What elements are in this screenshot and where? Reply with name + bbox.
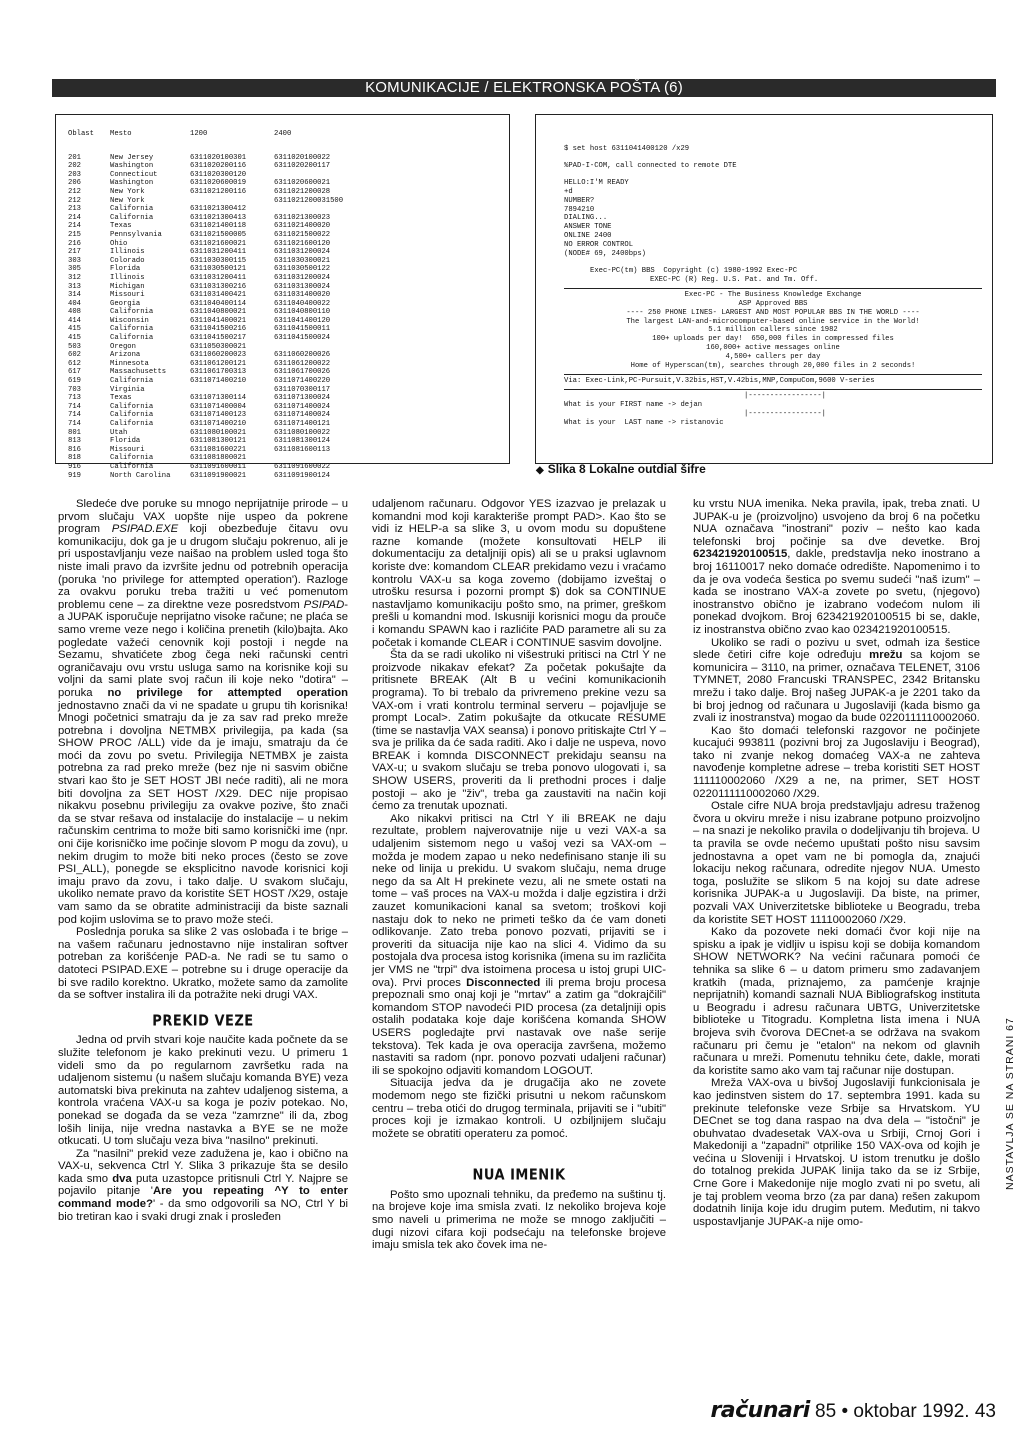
table-cell: 6311030500122	[274, 265, 331, 274]
table-cell: Colorado	[110, 256, 145, 265]
table-cell: Pennsylvania	[110, 230, 162, 239]
table-cell: 6311040800110	[274, 308, 331, 317]
table-cell: 6311091600011	[190, 462, 247, 471]
table-cell: 619	[68, 377, 81, 386]
table-cell: 6311031400020	[274, 291, 331, 300]
table-cell: 6311031300024	[274, 282, 331, 291]
table-cell: 6311071400121	[274, 420, 331, 428]
table-cell: 206	[68, 179, 81, 188]
table-cell: New York	[110, 187, 145, 196]
page-number: 43	[974, 1401, 996, 1422]
table-cell: 6311031200411	[190, 273, 247, 282]
table-cell: 612	[68, 359, 81, 368]
table-cell: 818	[68, 454, 81, 463]
table-row	[68, 154, 354, 163]
continued-note: NASTAVLJA SE NA STRANI 67	[1004, 1017, 1016, 1190]
table-cell: 617	[68, 368, 81, 377]
table-cell: Virginia	[110, 385, 145, 394]
table-cell: 6311030300021	[274, 256, 331, 265]
table-cell: North Carolina	[110, 471, 171, 480]
section-heading: NUA IMENIK	[472, 1167, 566, 1185]
terminal-line: NUMBER?	[564, 196, 595, 205]
table-cell: 6311071400123	[190, 411, 247, 420]
table-cell	[274, 205, 354, 214]
table-cell	[274, 454, 354, 463]
table-cell: 6311020300120	[190, 170, 247, 179]
table-cell: 6311081600221	[190, 445, 247, 454]
terminal-line: ONLINE 2400	[564, 232, 612, 241]
table-body	[68, 154, 354, 481]
table-cell: 6311070300117	[274, 385, 331, 394]
table-row	[68, 171, 354, 180]
table-cell: 714	[68, 420, 81, 428]
table-cell: California	[110, 420, 154, 428]
terminal-line: ---- 250 PHONE LINES- LARGEST AND MOST POPULAR BBS IN THE WORLD ----	[626, 308, 920, 317]
terminal-line: Home of Hyperscan(tm), searches through 20,000 files in 2 seconds!	[630, 362, 916, 371]
terminal-line: 100+ uploads per day! 650,000 files in compressed files	[652, 335, 894, 344]
table-row	[68, 343, 354, 352]
divider	[564, 389, 982, 390]
paragraph: Jedna od prvih stvari koje naučite kada počnete da se služite telefonom je kako prekinuti vezu. U primeru 1 videli smo da po regularnom završetku rada na udaljenom sistemu (u našem slučaju komanda BYE) veza automatski biva prekinuta na zahtev udaljenog sistema, a kontrola vraćena VAX-u sa koga je poziv potekao. No, ponekad se događa da se veza "zamrzne" ili da, zbog loših linija, nije vredna nastavka a BYE se ne može otkucati. U tom slučaju veza biva "nasilno" prekinuti.	[58, 1034, 348, 1148]
table-cell: Utah	[110, 428, 128, 437]
paragraph: Za "nasilni" prekid veze zadužena je, kao i obično na VAX-u, sekvenca Ctrl Y. Slika 3 prikazuje šta se desilo kada smo dva puta uzastopce pritisnuli Ctrl Y. Najpre se pojavilo pitanje 'Are you repeating ^Y to enter command mode?' - da smo odgovorili sa NO, Ctrl Y bi bio tretiran kao i svaki drugi znak i prosleđen	[58, 1147, 348, 1223]
table-cell: 6311091600022	[274, 462, 331, 471]
table-cell: 919	[68, 471, 81, 480]
table-row	[68, 325, 354, 334]
table-row	[68, 377, 354, 386]
table-cell: Arizona	[110, 351, 141, 360]
table-cell: 6311071300024	[274, 394, 331, 403]
table-cell	[190, 386, 274, 395]
page-footer	[700, 1398, 996, 1423]
table-cell: 6311031200411	[190, 248, 247, 257]
table-cell: Missouri	[110, 445, 145, 454]
terminal-line: The largest LAN-and-microcomputer-based online service in the World!	[626, 317, 920, 326]
terminal-session-figure	[535, 114, 993, 464]
table-row	[68, 403, 354, 412]
table-cell: 6311071400220	[274, 377, 331, 386]
section-header	[52, 79, 996, 97]
table-row	[68, 351, 354, 360]
table-cell: 6311041500011	[274, 325, 331, 334]
table-cell: Texas	[110, 394, 132, 403]
table-cell: 813	[68, 437, 81, 446]
table-cell: 6311021600120	[274, 239, 331, 248]
table-cell: 6311021500022	[274, 230, 331, 239]
table-cell: 212	[68, 187, 81, 196]
table-cell: 6311021400118	[190, 222, 247, 231]
terminal-line: ASP Approved BBS	[738, 299, 808, 308]
table-cell: Illinois	[110, 273, 145, 282]
table-cell: 714	[68, 411, 81, 420]
column-header: Oblast	[68, 130, 94, 138]
table-cell: 415	[68, 334, 81, 343]
table-row	[68, 437, 354, 446]
table-cell: New York	[110, 196, 145, 205]
terminal-line: EXEC-PC (R) Reg. U.S. Pat. and Tm. Off.	[650, 275, 819, 284]
table-cell: 6311040400022	[274, 299, 331, 308]
paragraph: Pošto smo upoznali tehniku, da pređemo na suštinu tj. na brojeve koje ima smisla zvati. Iz nekoliko brojeva koje smo naveli u primerima ne može se mnogo zaključiti – dugi nizovi cifara koji podsećaju na telefonske brojeve imaju smisla tek ako čovek ima ne-	[372, 1188, 666, 1252]
table-cell: 6311071400024	[274, 411, 331, 420]
table-cell: 6311061200121	[190, 359, 247, 368]
table-cell: 6311021300023	[274, 213, 331, 222]
table-cell: 214	[68, 222, 81, 231]
column-header: 2400	[274, 130, 292, 138]
terminal-line: DIALING...	[564, 214, 608, 223]
table-cell: 6311020200116	[190, 162, 247, 171]
terminal-line: Exec-PC(tm) BBS Copyright (c) 1980-1992 Exec-PC	[590, 266, 798, 275]
table-cell: 6311031300216	[190, 282, 247, 291]
table-cell: Illinois	[110, 248, 145, 257]
table-cell: 6311031200024	[274, 248, 331, 257]
table-cell: 6311041500216	[190, 325, 247, 334]
table-cell: 6311021200116	[190, 187, 247, 196]
table-cell: 6311061200022	[274, 359, 331, 368]
table-cell: California	[110, 377, 154, 386]
table-cell: Massachusetts	[110, 368, 167, 377]
table-cell: 6311031400421	[190, 291, 247, 300]
table-cell: Washington	[110, 179, 154, 188]
table-row	[68, 368, 354, 377]
table-row	[68, 317, 354, 326]
table-cell: Ohio	[110, 239, 128, 248]
terminal-line: %PAD-I-COM, call connected to remote DTE	[564, 161, 737, 170]
table-row	[68, 360, 354, 369]
table-row	[68, 454, 354, 463]
table-cell: 314	[68, 291, 81, 300]
table-cell: 703	[68, 385, 81, 394]
table-row	[68, 429, 354, 438]
table-cell	[274, 343, 354, 352]
terminal-line: ANSWER TONE	[564, 223, 612, 232]
table-cell: Florida	[110, 265, 141, 274]
figure-caption	[536, 462, 706, 476]
table-cell: 6311081800021	[190, 454, 247, 463]
table-cell: 213	[68, 205, 81, 214]
paragraph: Kao što domaći telefonski razgovor ne počinjete kucajući 993811 (pozivni broj za Jugoslaviju i Beograd), tako ni zvanje nekog domaćeg VAX-a ne zahteva navođenje kompletne adrese – treba koristiti SET HOST 111110002060 /X29 a ne, na primer, SET HOST 0220111110002060 /X29.	[693, 724, 980, 800]
table-row	[68, 446, 354, 455]
table-cell: California	[110, 205, 154, 214]
paragraph: Poslednja poruka sa slike 2 vas oslobađa i te brige – na vašem računaru jednostavno nije instaliran softver potreban za korišćenje PAD-a. Ne radi se tu samo o datoteci PSIPAD.EXE – potrebne su i druge operacije da bi sve radilo korektno. Ukratko, možete samo da zamolite da se softver instalira ili da potražite neki drugi VAX.	[58, 926, 348, 1002]
table-row	[68, 197, 354, 206]
table-cell: 6311021300413	[190, 213, 247, 222]
table-cell: Missouri	[110, 291, 145, 300]
table-row	[68, 472, 354, 481]
column-header: Mesto	[110, 130, 132, 138]
table-cell: California	[110, 411, 154, 420]
terminal-line: +d	[564, 187, 573, 196]
table-cell: 6311071400004	[190, 402, 247, 411]
table-cell: 714	[68, 402, 81, 411]
column-header: 1200	[190, 130, 208, 138]
table-cell: 202	[68, 162, 81, 171]
terminal-line: Exec-PC - The Business Knowledge Exchange	[684, 290, 862, 299]
terminal-line: 5.1 million callers since 1982	[708, 326, 838, 335]
table-row	[68, 188, 354, 197]
terminal-line: 4,500+ callers per day	[725, 353, 821, 362]
section-heading: PREKID VEZE	[152, 1012, 254, 1030]
table-cell: 6311060200023	[190, 351, 247, 360]
table-row	[68, 394, 354, 403]
table-cell: 6311020100022	[274, 153, 331, 162]
table-row	[68, 214, 354, 223]
table-cell: 6311021200028	[274, 187, 331, 196]
table-cell: California	[110, 334, 154, 343]
paragraph: ku vrstu NUA imenika. Neka pravila, ipak, treba znati. U JUPAK-u je (proizvoljno) usvojeno da broj 6 na početku NUA označava "inostrani" poziv – nešto kao kada telefonski broj počinje sa dve devetke. Broj 623421920100515, dakle, predstavlja neko inostrano a broj 16110017 neko domaće odredište. Napomenimo i to da je ova vodeća šestica po svemu sudeći "naš izum" – kada se inostrano VAX-a zovete po svetu, (njegovo) inostranstvo obično je izabrano vodećom nulom ili ponekad dvojkom. Broj 623421920100515 bi se, dakle, iz inostranstva obično zvao kao 023421920100515.	[693, 498, 980, 636]
table-cell: 6311071400210	[190, 420, 247, 428]
paragraph: Sledeće dve poruke su mnogo neprijatnije prirode – u prvom slučaju VAX uopšte nije uspeo da pokrene program PSIPAD.EXE koji obezbeđuje čitavu ovu komunikaciju, dok ga je u drugom slučaju pokrenuo, ali je pri uspostavljanju veze naišao na problem usled toga što niste imali pravo da izvršite jednu od potrebnih operacija (poruka 'no privilege for attempted operation'). Razloge za ovakvu poruku treba tražiti u već pomenutom problemu cene – za direktne veze posredstvom PSIPAD-a JUPAK isporučuje neprijatno visoke račune; ne plaća se samo vreme veze nego i količina prenetih (kilo)bajta. Ako pogledate važeći cenovnik koji postoji i negde na Sezamu, shvatićete zbog čega neki računski centri ograničavaju ovu vrstu usluga samo na korisnike koji su voljni da sami plate svoj račun ili koje neko "dotira" – poruka no privilege for attempted operation jednostavno znači da vi ne spadate u grupu tih korisnika! Mnogi početnici smatraju da je za sav rad preko mreže potrebna i dovoljna NETMBX privilegija, pa kada (sa SHOW PROC /ALL) vide da je imaju, smatraju da će moći da zovu po svetu. Privilegija NETMBX je zaista potrebna za rad preko mreže (bez nje ni sasvim obične stvari kao što je SET HOST JBI neće raditi), ali ne mora biti dovoljna za SET HOST /X29. DEC nije propisao nikakvu posebnu privilegiju za ovakve pozive, što znači da se stvar rešava od instalacije do instalacije – u nekim računskim centrima to može biti samo korisnički ime (npr. oni čije korisničko ime počinje slovom P mogu da zovu), u nekim drugim to može biti neko proces (često se zove PSI_ALL), ponegde se eksplicitno navode korisnici koji imaju pravo da zovu, i tako dalje. U svakom slučaju, ukoliko nemate pravo da koristite SET HOST /X29, ostaje vam samo da se obratite administraciji da biste saznali pod kojim uslovima se to pravo može steći.	[58, 498, 348, 926]
table-cell: 6311041500024	[274, 334, 331, 343]
outdial-codes-table	[68, 130, 354, 480]
table-cell: 6311040400114	[190, 299, 247, 308]
table-header-row	[68, 130, 354, 154]
table-cell: 503	[68, 342, 81, 351]
terminal-line: What is your LAST name -> ristanovic	[564, 418, 724, 427]
table-cell: 408	[68, 308, 81, 317]
table-cell: 6311041500217	[190, 334, 247, 343]
table-cell: New Jersey	[110, 153, 154, 162]
issue-number: 85	[815, 1401, 837, 1422]
table-cell: 6311071400024	[274, 402, 331, 411]
terminal-line: 7894210	[564, 205, 595, 214]
table-row	[68, 411, 354, 420]
table-cell: Texas	[110, 222, 132, 231]
paragraph: Ostale cifre NUA broja predstavljaju adresu traženog čvora u okviru mreže i nisu izabrane potpuno proizvoljno – na snazi je nekoliko pravila o dodeljivanju tih brojeva. U ta pravila se ovde nećemo upuštati pošto nisu savsim jednostavna a opet vam ne bi pomogla da, znajući lokaciju nekog računara, odredite njegov NUA. Umesto toga, poslužite se slikom 5 na kojoj su date adrese korisnika JUPAK-a u Jugoslaviji. Da biste, na primer, pozvali VAX Univerzitetske biblioteke u Beogradu, treba da koristite SET HOST 11110002060 /X29.	[693, 800, 980, 926]
table-cell: Minnesota	[110, 359, 149, 368]
table-cell: California	[110, 454, 154, 463]
section-title: KOMUNIKACIJE / ELEKTRONSKA POŠTA (6)	[365, 79, 683, 96]
table-cell: 414	[68, 316, 81, 325]
table-cell: 313	[68, 282, 81, 291]
table-row	[68, 265, 354, 274]
table-cell: 602	[68, 351, 81, 360]
article-column-1	[58, 498, 348, 1223]
table-row	[68, 463, 354, 472]
table-row	[68, 420, 354, 429]
table-cell	[274, 171, 354, 180]
table-cell: 6311020200117	[274, 162, 331, 171]
article-column-2	[372, 498, 666, 1252]
table-cell: 6311080100021	[190, 428, 247, 437]
table-cell: 801	[68, 428, 81, 437]
table-cell: 6311081300121	[190, 437, 247, 446]
divider	[564, 288, 982, 289]
table-row	[68, 291, 354, 300]
table-cell: 6311071400210	[190, 377, 247, 386]
table-cell: California	[110, 462, 154, 471]
table-cell: Georgia	[110, 299, 141, 308]
paragraph: Kako da pozovete neki domaći čvor koji nije na spisku a ipak je vidljiv u ispisu koji se dobija komandom SHOW NETWORK? Na većini računara pomoći će tehnika sa slike 6 – u datom primeru smo zadavanjem kratkih (mada, priznajemo, za pamćenje krajnje neprijatnih) komandi saznali NUA Bibliografskog instituta u Beogradu i adresu računara UBTG, Univerzitetske biblioteke u Titogradu. Kompletna lista imena i NUA brojeva svih čvorova DECnet-a se održava na svakom računaru pri čemu je "etalon" na nekom od glavnih računara u mreži. Pomenutu tehniku ćete, dakle, morati da koristite samo ako vam taj računar nije dostupan.	[693, 926, 980, 1077]
table-cell: 6311021600021	[190, 239, 247, 248]
footer-separator: •	[841, 1401, 849, 1422]
table-cell: Washington	[110, 162, 154, 171]
table-row	[68, 179, 354, 188]
table-cell: California	[110, 402, 154, 411]
table-cell: 6311021200031500	[274, 196, 344, 205]
table-cell: 215	[68, 230, 81, 239]
paragraph: Šta da se radi ukoliko ni višestruki pritisci na Ctrl Y ne proizvode nikakav efekat? Za početak pokušajte da pritisnete BREAK (Alt B u većini komunikacionih programa). To bi trebalo da privremeno prekine vezu sa VAX-om i vrati kontrolu terminal serveru – pojavljuje se prompt Local>. Zatim pokušajte da otkucate RESUME (time se nastavlja VAX seansa) i ponovo pritiskajte Ctrl Y – sva je prilika da će sada raditi. Ako i dalje ne uspeva, novo BREAK i komnda DISCONNECT prekidaju seansu na VAX-u; u svakom slučaju se treba ponovo ulogovati i, sa SHOW USERS, proveriti da li prethodni proces i dalje postoji – ako je "živ", treba ga zaustaviti na način koji ćemo za trenutak upoznati.	[372, 649, 666, 813]
table-cell: 6311020100301	[190, 153, 247, 162]
table-cell: Florida	[110, 437, 141, 446]
table-row	[68, 248, 354, 257]
table-cell: 312	[68, 273, 81, 282]
table-row	[68, 300, 354, 309]
table-cell: 6311050300021	[190, 342, 247, 351]
table-cell: 212	[68, 196, 81, 205]
table-cell: Connecticut	[110, 170, 158, 179]
table-cell: 6311061700313	[190, 368, 247, 377]
table-cell: 404	[68, 299, 81, 308]
terminal-line: $ set host 6311041400120 /x29	[564, 145, 690, 153]
table-cell: 305	[68, 265, 81, 274]
table-cell: 6311030300115	[190, 256, 247, 265]
table-cell: 6311081300124	[274, 437, 331, 446]
table-cell: 6311061700026	[274, 368, 331, 377]
table-cell: 201	[68, 153, 81, 162]
caption-text: Slika 8 Lokalne outdial šifre	[547, 462, 706, 476]
table-row	[68, 283, 354, 292]
input-field-frame: |-----------------|	[744, 391, 826, 400]
table-row	[68, 162, 354, 171]
table-cell: Wisconsin	[110, 316, 149, 325]
table-cell: 916	[68, 462, 81, 471]
table-row	[68, 205, 354, 214]
issue-date: oktobar 1992.	[853, 1401, 970, 1422]
table-row	[68, 257, 354, 266]
table-cell: 6311040800021	[190, 308, 247, 317]
table-row	[68, 274, 354, 283]
paragraph: Mreža VAX-ova u bivšoj Jugoslaviji funkcionisala je kao jedinstven sistem do 17. septembra 1991. kada su prekinute telefonske veze Srbije sa Hrvatskom. YU DECnet se tog dana raspao na dva dela – "istočni" je obuhvatao dvadesetak VAX-ova u Srbiji, Crnoj Gori i Makedoniji a "zapadni" otprilike 150 VAX-ova od kojih je većina u Sloveniji i Hrvatskoj. U istom trenutku je došlo do totalnog prekida JUPAK linija tako da se iz Srbije, Crne Gore i Makedonije nije moglo zvati ni po svetu, ali je taj problem veoma brzo (za par dana) rešen zakupom dodatnih linija koje idu drugim putem. Međutim, ni takvo uspostavljanje JUPAK-a nije omo-	[693, 1077, 980, 1228]
paragraph: Ukoliko se radi o pozivu u svet, odmah iza šestice slede četiri cifre koje određuju mrežu sa kojom se komunicira – 3110, na primer, označava TELENET, 3106 TYMNET, 2080 Francuski TRANSPEC, 2342 Britansku mrežu i tako dalje. Broj našeg JUPAK-a je 2201 tako da bi broj jednog od računara u Jugoslaviji (kada bismo ga zvali iz inostranstva) mogao da bude 0220111110002060.	[693, 636, 980, 725]
article-column-3	[693, 498, 980, 1228]
table-cell: 217	[68, 248, 81, 257]
terminal-line: NO ERROR CONTROL	[564, 241, 634, 250]
table-cell: 6311060200026	[274, 351, 331, 360]
terminal-line: 160,000+ active messages online	[706, 344, 840, 353]
table-cell: 216	[68, 239, 81, 248]
table-cell: 6311021500005	[190, 230, 247, 239]
table-row	[68, 386, 354, 395]
table-cell: 6311071300114	[190, 394, 247, 403]
table-cell: 6311091900021	[190, 471, 247, 480]
magazine-logo: računari	[710, 1398, 810, 1423]
table-cell: California	[110, 308, 154, 317]
paragraph: udaljenom računaru. Odgovor YES izazvao je prelazak u komandni mod koji karakteriše prompt PAD>. Kao što se vidi iz HELP-a sa slike 3, u ovom modu su dopuštene razne komande (možete konsultovati HELP ili dokumentaciju za detaljniji opis) ali se u praksi uglavnom koriste dve: komandom CLEAR prekidamo vezu i vraćamo kontrolu VAX-u sa koga zovemo (dobijamo izveštaj o utrošku resursa i pozorni prompt $) dok sa CONTINUE nastavljamo komunikaciju pošto smo, na primer, greškom prešli u komandni mod. Iskusniji korisnici mogu da prouče i komandu SPAWN kao i razlićite PAD parametre ali su za početak i komande CLEAR i CONTINUE sasvim dovoljne.	[372, 498, 666, 649]
table-cell: 713	[68, 394, 81, 403]
table-row	[68, 240, 354, 249]
outdial-codes-figure	[55, 114, 510, 480]
table-cell: 214	[68, 213, 81, 222]
input-field-frame: |-----------------|	[744, 409, 826, 418]
table-cell: 203	[68, 170, 81, 179]
table-cell	[190, 197, 274, 206]
terminal-line: HELLO:I'M READY	[564, 178, 629, 187]
table-row	[68, 334, 354, 343]
table-cell: Oregon	[110, 342, 136, 351]
table-cell: 6311041400120	[274, 316, 331, 325]
terminal-line: Via: Exec-Link,PC-Pursuit,V.32bis,HST,V.42bis,MNP,CompuCom,9600 V-series	[564, 376, 875, 385]
terminal-line: What is your FIRST name -> dejan	[564, 400, 703, 409]
diamond-bullet-icon: ◆	[536, 465, 544, 476]
terminal-line: (NODE# 69, 2400bps)	[564, 250, 646, 259]
table-row	[68, 231, 354, 240]
table-cell: California	[110, 213, 154, 222]
table-cell: 6311021400020	[274, 222, 331, 231]
table-cell: Michigan	[110, 282, 145, 291]
table-cell: 303	[68, 256, 81, 265]
table-cell: California	[110, 325, 154, 334]
paragraph: Situacija jedva da je drugačija ako ne zovete modemom nego ste fizički prisutni u nekom računskom centru – treba otići do drugog terminala, prijaviti se i "ubiti" proces koji je izmakao kontroli. U ozbiljnijem slučaju možete se obratiti operateru za pomoć.	[372, 1077, 666, 1140]
table-cell: 6311080100022	[274, 428, 331, 437]
table-cell: 816	[68, 445, 81, 454]
table-cell: 415	[68, 325, 81, 334]
table-cell: 6311020600021	[274, 179, 331, 188]
table-cell: 6311041400021	[190, 316, 247, 325]
table-cell: 6311020600019	[190, 179, 247, 188]
table-cell: 6311031200024	[274, 273, 331, 282]
table-cell: 6311030500121	[190, 265, 247, 274]
table-cell: 6311021300412	[190, 205, 247, 214]
table-cell: 6311091900124	[274, 471, 331, 480]
table-row	[68, 308, 354, 317]
divider	[564, 374, 982, 375]
table-cell: 6311081600113	[274, 445, 331, 454]
table-row	[68, 222, 354, 231]
paragraph: Ako nikakvi pritisci na Ctrl Y ili BREAK ne daju rezultate, problem najverovatnije nije u vezi VAX-a sa udaljenim sistemom nego u vašoj vezi sa VAX-om – možda je modem zapao u neko nedefinisano stanje ili su neke od linija u prekidu. U svakom slučaju, nema druge nego da sa Alt H prekinete vezu, ali ne smete ostati na tome – vaš proces na VAX-u možda i dalje egzistira i drži zauzet komunikacioni kanal sa svetom; troškovi koji nastaju dok to neko ne primeti teško da će vam doneti odlikovanje. Zato treba ponovo pozvati, prijaviti se i proveriti da situacija nije kao na slici 4. Vidimo da su postojala dva procesa istog korisnika (imena su im različita jer VMS ne "trpi" dva istoimena procesa u istoj grupi UIC-ova). Prvi proces Disconnected ili prema broju procesa prepoznali smo onaj koji je "mrtav" a zatim ga "dokrajčili" komandom STOP navodeći PID procesa (za detaljniji opis ostalih podataka koje daje korišćena komanda SHOW USERS pogledajte prvi nastavak ove naše serije tekstova). Tek kada je ova operacija završena, možemo nastaviti sa radom (npr. ponovo pozvati udaljeni računar) ili se spokojno odjaviti komandom LOGOUT.	[372, 812, 666, 1077]
